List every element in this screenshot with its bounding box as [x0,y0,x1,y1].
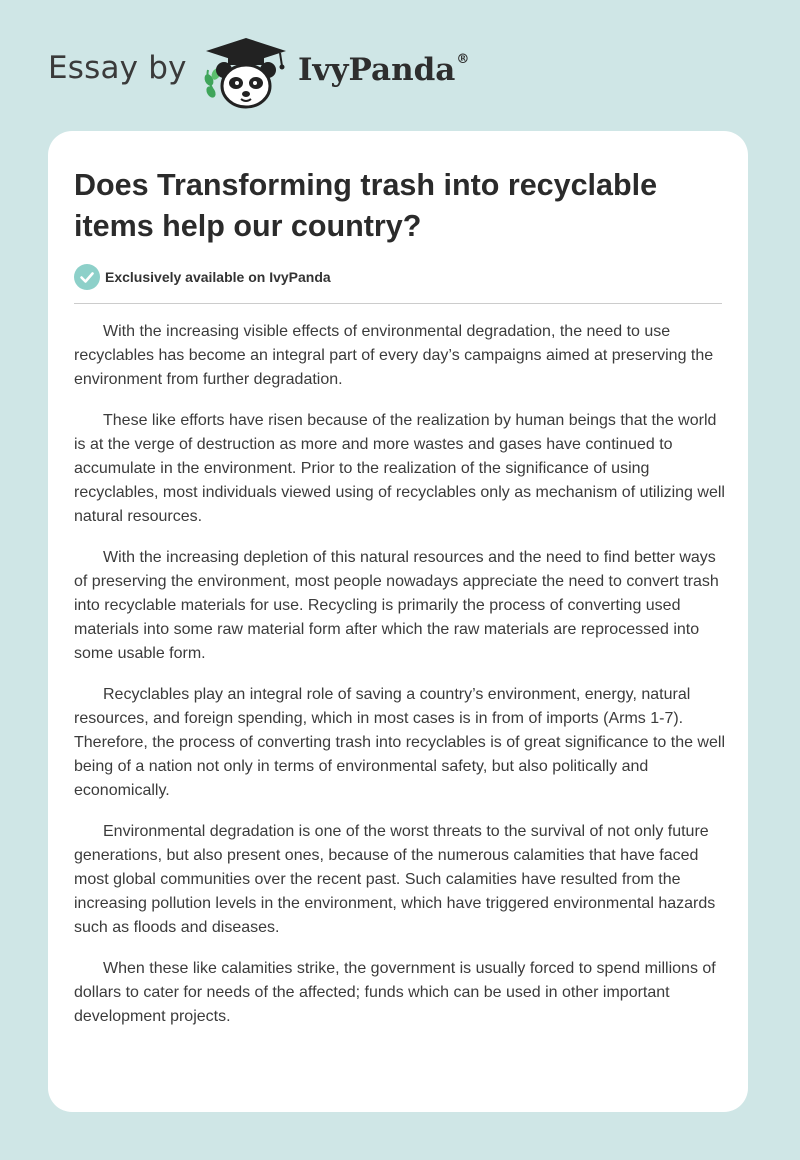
check-circle-icon [74,264,100,290]
divider [74,303,722,304]
brand-name[interactable] [298,52,469,88]
exclusive-label: Exclusively available on IvyPanda [105,269,331,285]
paragraph: Environmental degradation is one of the worst threats to the survival of not only future generations, but also present ones, because of the numerous calamities that have faced most global communities over the recent past. Such calamities have resulted from the increasing pollution levels in the environment, which have triggered environmental hazards such as floods and diseases. [74,822,716,937]
essay-by-label: Essay by [48,50,187,86]
brand-label: IvyPanda [298,52,456,88]
essay-card [48,131,748,1112]
paragraph: These like efforts have risen because of the realization by human beings that the world is at the verge of destruction as more and more wastes and gases have continued to accumulate in the environment. Prior to the realization of the significance of using recyclables, most individuals viewed using of recyclables only as mechanism of utilizing well natural resources. [74,411,725,526]
paragraph: When these like calamities strike, the government is usually forced to spend millions of dollars to cater for needs of the affected; funds which can be used in other important development projects. [74,959,716,1026]
paragraph: Recyclables play an integral role of saving a country’s environment, energy, natural resources, and foreign spending, which in most cases is in from of imports (Arms 1-7). Therefore, the process of converting trash into recyclables is of great significance to the well being of a nation not only in terms of environmental safety, but also politically and economically. [74,685,725,800]
site-header [0,0,800,130]
exclusive-badge [74,264,331,290]
paragraph: With the increasing depletion of this natural resources and the need to find better ways of preserving the environment, most people nowadays appreciate the need to convert trash into recyclable materials for use. Recycling is primarily the process of converting used materials into some raw material form after which the raw materials are reprocessed into some usable form. [74,548,719,663]
registered-mark: ® [456,51,470,67]
paragraph: With the increasing visible effects of environmental degradation, the need to use recyclables has become an integral part of every day’s campaigns aimed at preserving the environment from further degradation. [74,323,714,389]
panda-graduate-logo-icon[interactable] [200,34,292,112]
essay-title: Does Transforming trash into recyclable items help our country? [74,168,658,243]
essay-body [74,320,728,1045]
